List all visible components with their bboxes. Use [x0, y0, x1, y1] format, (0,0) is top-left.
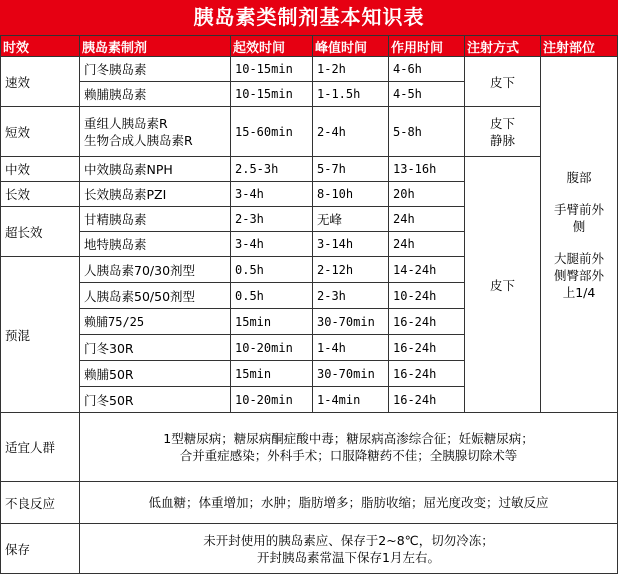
header-cell: 胰岛素制剂 — [80, 36, 231, 57]
peak-cell: 30-70min — [313, 361, 389, 387]
peak-cell: 8-10h — [313, 182, 389, 207]
drug-name: 地特胰岛素 — [80, 232, 231, 257]
injection-method: 皮下 — [465, 57, 541, 107]
suitable-label: 适宜人群 — [1, 413, 80, 482]
peak-cell: 无峰 — [313, 207, 389, 232]
drug-name: 门冬30R — [80, 335, 231, 361]
peak-cell: 1-4h — [313, 335, 389, 361]
suitable-line: 合并重症感染；外科手术；口服降糖药不佳；全胰腺切除术等 — [179, 448, 518, 463]
onset-cell: 2-3h — [231, 207, 313, 232]
duration-cell: 10-24h — [389, 283, 465, 309]
peak-cell: 1-4min — [313, 387, 389, 413]
group-label: 速效 — [1, 57, 80, 107]
table-title: 胰岛素类制剂基本知识表 — [0, 0, 618, 35]
onset-cell: 10-15min — [231, 57, 313, 82]
table-row — [1, 157, 618, 182]
peak-cell: 1-1.5h — [313, 82, 389, 107]
duration-cell: 24h — [389, 232, 465, 257]
duration-cell: 20h — [389, 182, 465, 207]
onset-cell: 10-20min — [231, 387, 313, 413]
onset-cell: 10-15min — [231, 82, 313, 107]
site-line: 腹部 — [566, 169, 592, 185]
duration-cell: 13-16h — [389, 157, 465, 182]
duration-cell: 14-24h — [389, 257, 465, 283]
table-row — [1, 57, 618, 82]
site-line: 侧 — [572, 218, 586, 234]
header-cell: 起效时间 — [231, 36, 313, 57]
header-cell: 峰值时间 — [313, 36, 389, 57]
drug-name: 赖脯50R — [80, 361, 231, 387]
suitable-row — [1, 413, 618, 482]
onset-cell: 15-60min — [231, 107, 313, 157]
storage-line: 开封胰岛素常温下保存1月左右。 — [257, 549, 440, 565]
onset-cell: 10-20min — [231, 335, 313, 361]
insulin-table — [0, 35, 618, 574]
duration-cell: 24h — [389, 207, 465, 232]
onset-cell: 0.5h — [231, 257, 313, 283]
table-row — [1, 107, 618, 157]
onset-cell: 0.5h — [231, 283, 313, 309]
duration-cell: 5-8h — [389, 107, 465, 157]
group-label: 短效 — [1, 107, 80, 157]
duration-cell: 4-6h — [389, 57, 465, 82]
drug-name: 甘精胰岛素 — [80, 207, 231, 232]
duration-cell: 4-5h — [389, 82, 465, 107]
drug-name: 人胰岛素70/30剂型 — [80, 257, 231, 283]
site-line: 上1/4 — [562, 284, 596, 300]
site-line: 大腿前外 — [553, 250, 604, 266]
duration-cell: 16-24h — [389, 361, 465, 387]
site-line: 手臂前外 — [553, 201, 604, 217]
onset-cell: 15min — [231, 309, 313, 335]
header-cell: 注射部位 — [541, 36, 618, 57]
group-label: 中效 — [1, 157, 80, 182]
duration-cell: 16-24h — [389, 309, 465, 335]
method-line: 皮下 — [489, 115, 515, 131]
header-row — [1, 36, 618, 57]
drug-name: 长效胰岛素PZI — [80, 182, 231, 207]
peak-cell: 5-7h — [313, 157, 389, 182]
drug-name: 门冬胰岛素 — [80, 57, 231, 82]
injection-site — [541, 57, 618, 413]
onset-cell: 3-4h — [231, 232, 313, 257]
drug-name: 赖脯胰岛素 — [80, 82, 231, 107]
storage-label: 保存 — [1, 524, 80, 574]
injection-method: 皮下 — [465, 157, 541, 413]
peak-cell: 3-14h — [313, 232, 389, 257]
peak-cell: 1-2h — [313, 57, 389, 82]
duration-cell: 16-24h — [389, 387, 465, 413]
header-cell: 时效 — [1, 36, 80, 57]
storage-line: 未开封使用的胰岛素应、保存于2~8℃，切勿冷冻； — [203, 532, 494, 548]
drug-name: 赖脯75/25 — [80, 309, 231, 335]
drug-name-line: 生物合成人胰岛素R — [84, 132, 193, 148]
peak-cell: 2-12h — [313, 257, 389, 283]
group-label: 长效 — [1, 182, 80, 207]
onset-cell: 2.5-3h — [231, 157, 313, 182]
storage-text — [80, 524, 618, 574]
adverse-row — [1, 482, 618, 524]
drug-name: 中效胰岛素NPH — [80, 157, 231, 182]
suitable-line: 1型糖尿病；糖尿病酮症酸中毒；糖尿病高渗综合征；妊娠糖尿病； — [163, 431, 534, 446]
site-line: 侧臀部外 — [553, 267, 604, 283]
drug-name-line: 重组人胰岛素R — [84, 115, 168, 131]
drug-name — [80, 107, 231, 157]
peak-cell: 2-3h — [313, 283, 389, 309]
peak-cell: 2-4h — [313, 107, 389, 157]
adverse-label: 不良反应 — [1, 482, 80, 524]
duration-cell: 16-24h — [389, 335, 465, 361]
adverse-text: 低血糖；体重增加；水肿；脂肪增多；脂肪收缩；屈光度改变；过敏反应 — [80, 482, 618, 524]
onset-cell: 15min — [231, 361, 313, 387]
method-line: 静脉 — [489, 132, 515, 148]
suitable-text — [80, 413, 618, 482]
drug-name: 门冬50R — [80, 387, 231, 413]
peak-cell: 30-70min — [313, 309, 389, 335]
group-label: 超长效 — [1, 207, 80, 257]
drug-name: 人胰岛素50/50剂型 — [80, 283, 231, 309]
header-cell: 作用时间 — [389, 36, 465, 57]
injection-method — [465, 107, 541, 157]
group-label: 预混 — [1, 257, 80, 413]
storage-row — [1, 524, 618, 574]
header-cell: 注射方式 — [465, 36, 541, 57]
onset-cell: 3-4h — [231, 182, 313, 207]
